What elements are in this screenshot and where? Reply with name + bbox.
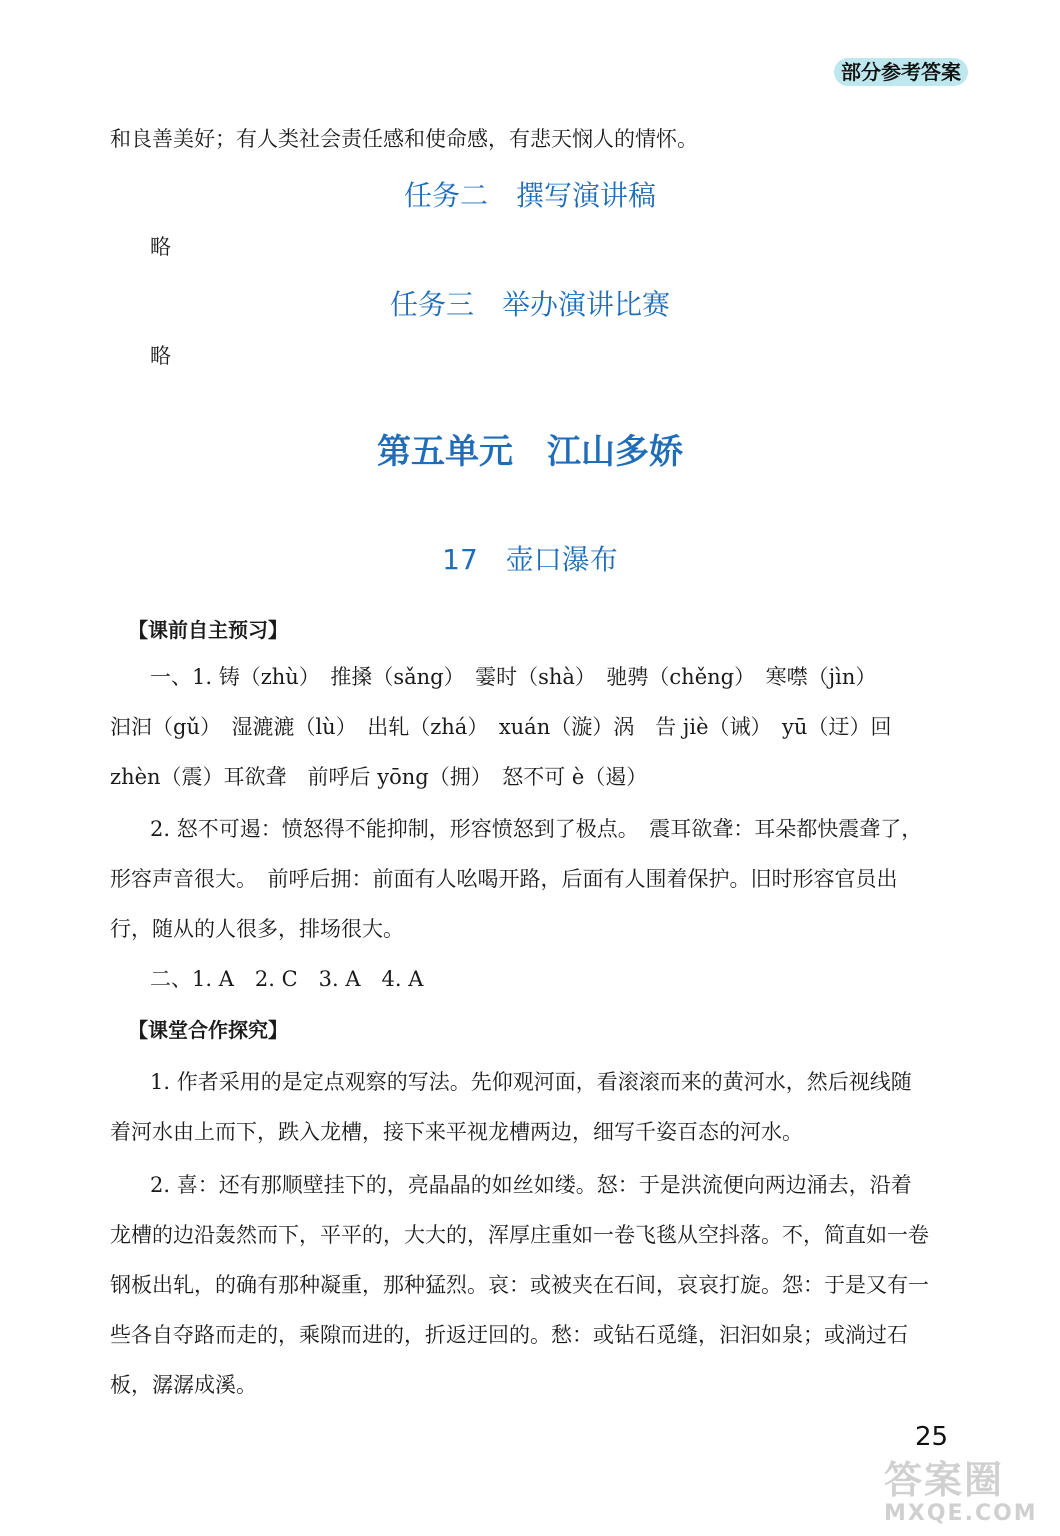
watermark-text-bottom: MXQE.COM	[884, 1501, 1038, 1526]
explore-line: 2. 喜：还有那顺壁挂下的，亮晶晶的如丝如缕。怒：于是洪流便向两边涌去，沿着	[150, 1173, 912, 1197]
preview-label: 【课前自主预习】	[128, 618, 288, 642]
explore-label: 【课堂合作探究】	[128, 1018, 288, 1042]
task3-body: 略	[150, 344, 171, 368]
explore-line: 板，潺潺成溪。	[110, 1373, 257, 1397]
page-number: 25	[915, 1422, 949, 1452]
explore-line: 1. 作者采用的是定点观察的写法。先仰观河面，看滚滚而来的黄河水，然后视线随	[150, 1070, 912, 1094]
intro-line: 和良善美好；有人类社会责任感和使命感，有悲天悯人的情怀。	[110, 127, 698, 151]
explore-line: 些各自夺路而走的，乘隙而进的，折返迂回的。愁：或钻石觅缝，汩汩如泉；或淌过石	[110, 1323, 908, 1347]
preview-line: 汩汩（gǔ） 湿漉漉（lù） 出轧（zhá） xuán（漩）涡 告 jiè（诫） yū（迂）回	[110, 715, 892, 739]
preview-line: zhèn（震）耳欲聋 前呼后 yōng（拥） 怒不可 è（遏）	[110, 765, 648, 789]
task2-body: 略	[150, 235, 171, 259]
task2-title: 任务二 撰写演讲稿	[403, 179, 656, 212]
preview-line: 形容声音很大。 前呼后拥：前面有人吆喝开路，后面有人围着保护。旧时形容官员出	[110, 867, 898, 891]
explore-line: 钢板出轧，的确有那种凝重，那种猛烈。哀：或被夹在石间，哀哀打旋。怨：于是又有一	[110, 1273, 929, 1297]
preview-line: 2. 怒不可遏：愤怒得不能抑制，形容愤怒到了极点。 震耳欲聋：耳朵都快震聋了，	[150, 817, 923, 841]
preview-line: 一、1. 铸（zhù） 推搡（sǎng） 霎时（shà） 驰骋（chěng） 寒噤（jìn）	[150, 665, 877, 689]
lesson-title: 17 壶口瀑布	[442, 543, 618, 576]
explore-line: 龙槽的边沿轰然而下，平平的，大大的，浑厚庄重如一卷飞毯从空抖落。不，简直如一卷	[110, 1223, 929, 1247]
watermark-text-top: 答案圈	[884, 1458, 1005, 1502]
preview-line: 二、1. A 2. C 3. A 4. A	[150, 967, 424, 991]
preview-line: 行，随从的人很多，排场很大。	[110, 917, 404, 941]
unit-title: 第五单元 江山多娇	[377, 432, 683, 472]
watermark-logo	[884, 1460, 1054, 1532]
task3-title: 任务三 举办演讲比赛	[389, 288, 670, 321]
explore-line: 着河水由上而下，跌入龙槽，接下来平视龙槽两边，细写千姿百态的河水。	[110, 1120, 803, 1144]
section-badge: 部分参考答案	[834, 58, 968, 86]
